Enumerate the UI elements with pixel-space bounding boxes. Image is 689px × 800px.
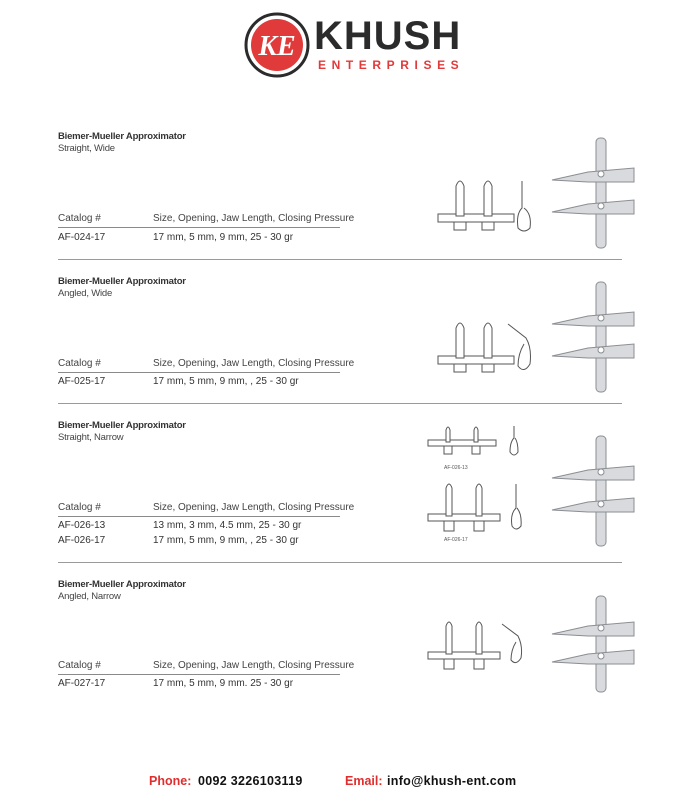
catalog-header: Catalog # [58, 213, 101, 224]
spec-values: 17 mm, 5 mm, 9 mm. 25 - 30 gr [153, 678, 294, 689]
approximator-photo [548, 592, 638, 716]
footer-contact [0, 774, 689, 792]
section-divider [58, 562, 622, 563]
header-rule [58, 372, 340, 373]
catalog-header: Catalog # [58, 660, 101, 671]
brand-subtitle: ENTERPRISES [318, 58, 465, 72]
section-divider [58, 403, 622, 404]
catalog-number: AF-024-17 [58, 232, 106, 243]
brand-name: KHUSH [314, 14, 462, 58]
specs-header: Size, Opening, Jaw Length, Closing Pressure [153, 502, 355, 513]
catalog-number: AF-026-17 [58, 535, 106, 546]
catalog-header: Catalog # [58, 358, 101, 369]
section-title: Biemer-Mueller Approximator [58, 579, 186, 590]
header-rule [58, 227, 340, 228]
specs-header: Size, Opening, Jaw Length, Closing Pressure [153, 660, 355, 671]
section-subtitle: Angled, Wide [58, 288, 113, 299]
email-address[interactable]: info@khush-ent.com [387, 774, 517, 788]
section-divider [58, 259, 622, 260]
email-label: Email: [345, 774, 383, 788]
catalog-number: AF-025-17 [58, 376, 106, 387]
approximator-diagram [436, 176, 536, 240]
catalog-number: AF-026-13 [58, 520, 106, 531]
logo-ke-icon [244, 12, 310, 78]
header-rule [58, 674, 340, 675]
specs-header: Size, Opening, Jaw Length, Closing Pressure [153, 213, 355, 224]
spec-values: 17 mm, 5 mm, 9 mm, , 25 - 30 gr [153, 535, 299, 546]
approximator-photo [548, 134, 638, 258]
header [0, 0, 689, 90]
spec-values: 13 mm, 3 mm, 4.5 mm, 25 - 30 gr [153, 520, 302, 531]
spec-values: 17 mm, 5 mm, 9 mm, 25 - 30 gr [153, 232, 294, 243]
header-rule [58, 516, 340, 517]
section-subtitle: Angled, Narrow [58, 591, 121, 602]
catalog-header: Catalog # [58, 502, 101, 513]
phone-number[interactable]: 0092 3226103119 [198, 774, 303, 788]
catalog-number: AF-027-17 [58, 678, 106, 689]
svg-text:KE: KE [258, 31, 296, 62]
spec-values: 17 mm, 5 mm, 9 mm, , 25 - 30 gr [153, 376, 299, 387]
approximator-diagram [436, 318, 536, 382]
specs-header: Size, Opening, Jaw Length, Closing Pressure [153, 358, 355, 369]
section-title: Biemer-Mueller Approximator [58, 276, 186, 287]
figure-label: AF-026-17 [444, 537, 468, 543]
approximator-photo [548, 278, 638, 402]
approximator-photo [548, 432, 638, 556]
approximator-diagram [426, 618, 526, 674]
section-title: Biemer-Mueller Approximator [58, 131, 186, 142]
section-title: Biemer-Mueller Approximator [58, 420, 186, 431]
approximator-diagram-large [426, 480, 526, 536]
phone-label: Phone: [149, 774, 192, 788]
approximator-diagram-small [426, 424, 526, 464]
section-subtitle: Straight, Wide [58, 143, 115, 154]
section-subtitle: Straight, Narrow [58, 432, 124, 443]
figure-label: AF-026-13 [444, 465, 468, 471]
